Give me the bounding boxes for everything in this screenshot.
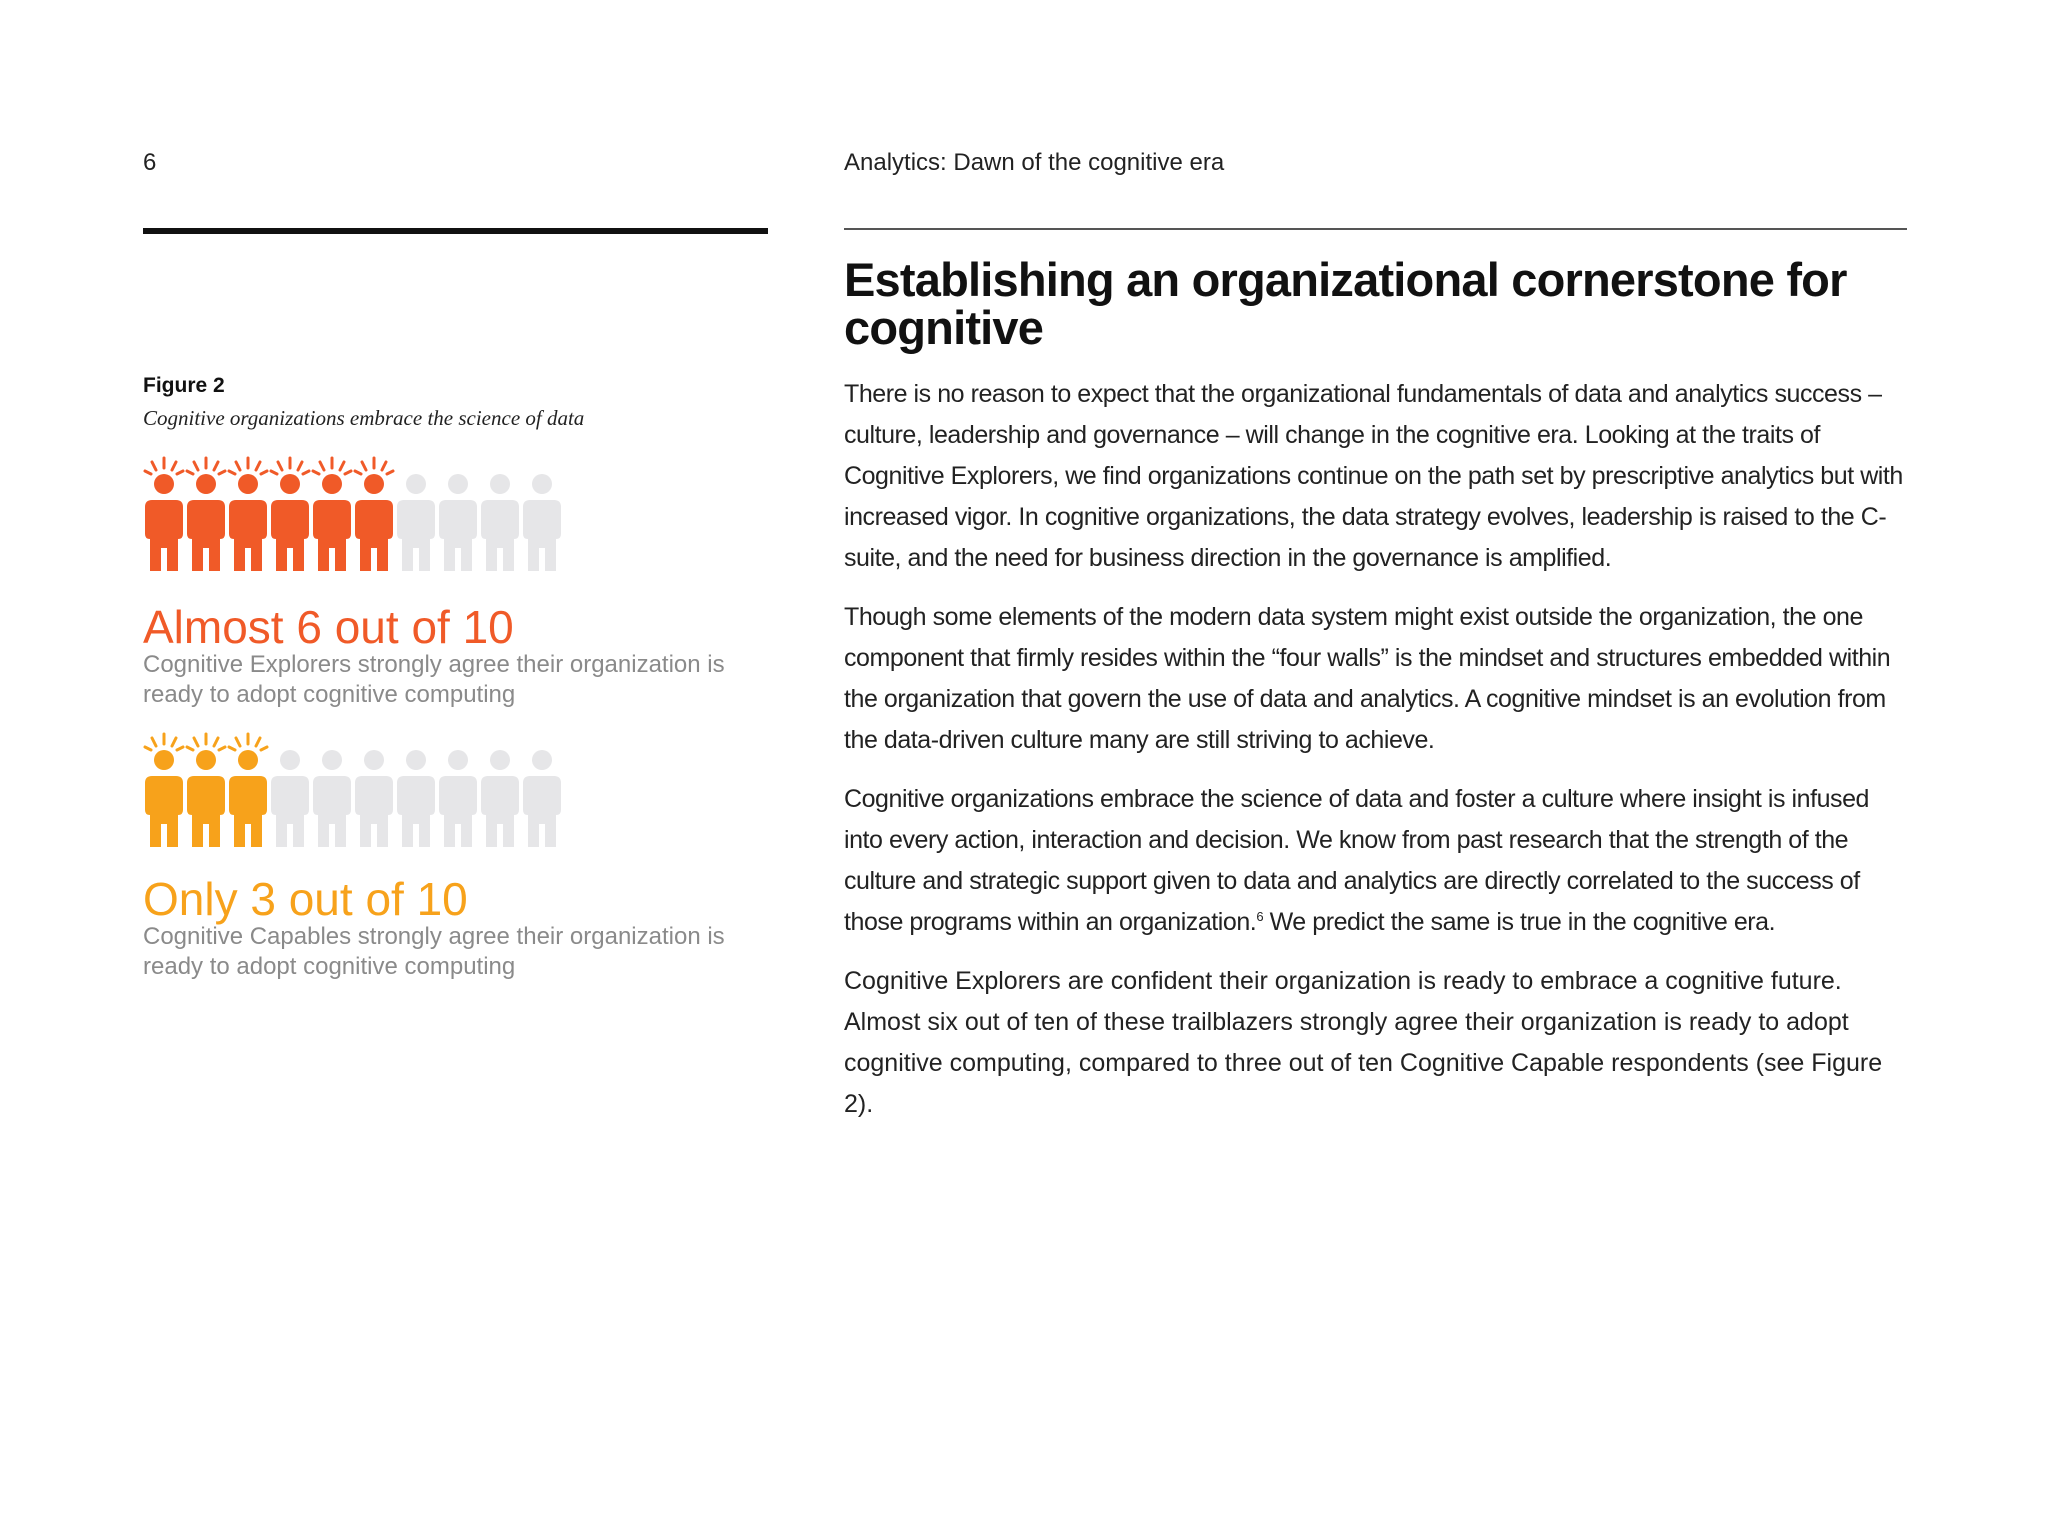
figure-caption: Cognitive organizations embrace the science of data [143, 406, 585, 430]
person-highlighted-icon [143, 456, 185, 586]
stat-headline-capables: Only 3 out of 10 [143, 873, 468, 925]
stat-headline-explorers: Almost 6 out of 10 [143, 601, 514, 653]
page-number: 6 [143, 149, 157, 176]
person-icon [521, 732, 563, 862]
person-icon [353, 732, 395, 862]
person-highlighted-icon [143, 732, 185, 862]
article-rule [844, 228, 1907, 230]
person-icon [437, 732, 479, 862]
figure-2 [143, 374, 783, 980]
figure-label: Figure 2 [143, 374, 225, 397]
person-highlighted-icon [311, 456, 353, 586]
stat-description-capables: Cognitive Capables strongly agree their organization is ready to adopt cognitive computing [143, 923, 725, 980]
stat-description-explorers: Cognitive Explorers strongly agree their organization is ready to adopt cognitive computing [143, 651, 725, 708]
running-header: Analytics: Dawn of the cognitive era [844, 149, 1225, 176]
person-highlighted-icon [185, 456, 227, 586]
person-highlighted-icon [227, 456, 269, 586]
person-highlighted-icon [353, 456, 395, 586]
figure-rule [143, 228, 768, 234]
person-icon [437, 456, 479, 586]
paragraph-4: Cognitive Explorers are confident their organization is ready to embrace a cognitive future. Almost six out of ten of these trailblazers strongly agree their organization is ready to adopt cognitive computing, compared to three out of ten Cognitive Capable respondents (see Figure 2). [844, 967, 1883, 1118]
person-icon [395, 456, 437, 586]
person-icon [479, 456, 521, 586]
paragraph-1: There is no reason to expect that the organizational fundamentals of data and analytics success – culture, leadership and governance – will change in the cognitive era. Looking at the traits of Cognitive Explorers, we find organizations continue on the path set by prescriptive analytics but with increased vigor. In cognitive organizations, the data strategy evolves, leadership is raised to the C-suite, and the need for business direction in the governance is amplified. [844, 380, 1903, 572]
pictogram-explorers [143, 456, 563, 586]
article-title: Establishing an organizational cornerstone for cognitive [844, 253, 1847, 354]
person-icon [269, 732, 311, 862]
person-icon [479, 732, 521, 862]
person-highlighted-icon [269, 456, 311, 586]
person-icon [311, 732, 353, 862]
person-highlighted-icon [185, 732, 227, 862]
pictogram-capables [143, 732, 563, 862]
paragraph-3 [844, 779, 1914, 943]
paragraph-3-text: Cognitive organizations embrace the science of data and foster a culture where insight is infused into every action, interaction and decision. We know from past research that the strength of the culture and strategic support given to data and analytics are directly correlated to the success of those programs within an organization. [844, 785, 1870, 936]
person-icon [395, 732, 437, 862]
footnote-reference: 6 [1256, 909, 1264, 924]
person-highlighted-icon [227, 732, 269, 862]
person-icon [521, 456, 563, 586]
article-body [844, 374, 1914, 1143]
paragraph-2: Though some elements of the modern data system might exist outside the organization, the one component that firmly resides within the “four walls” is the mindset and structures embedded within the organization that govern the use of data and analytics. A cognitive mindset is an evolution from the data-driven culture many are still striving to achieve. [844, 603, 1891, 754]
paragraph-3-tail: We predict the same is true in the cognitive era. [1263, 908, 1776, 936]
